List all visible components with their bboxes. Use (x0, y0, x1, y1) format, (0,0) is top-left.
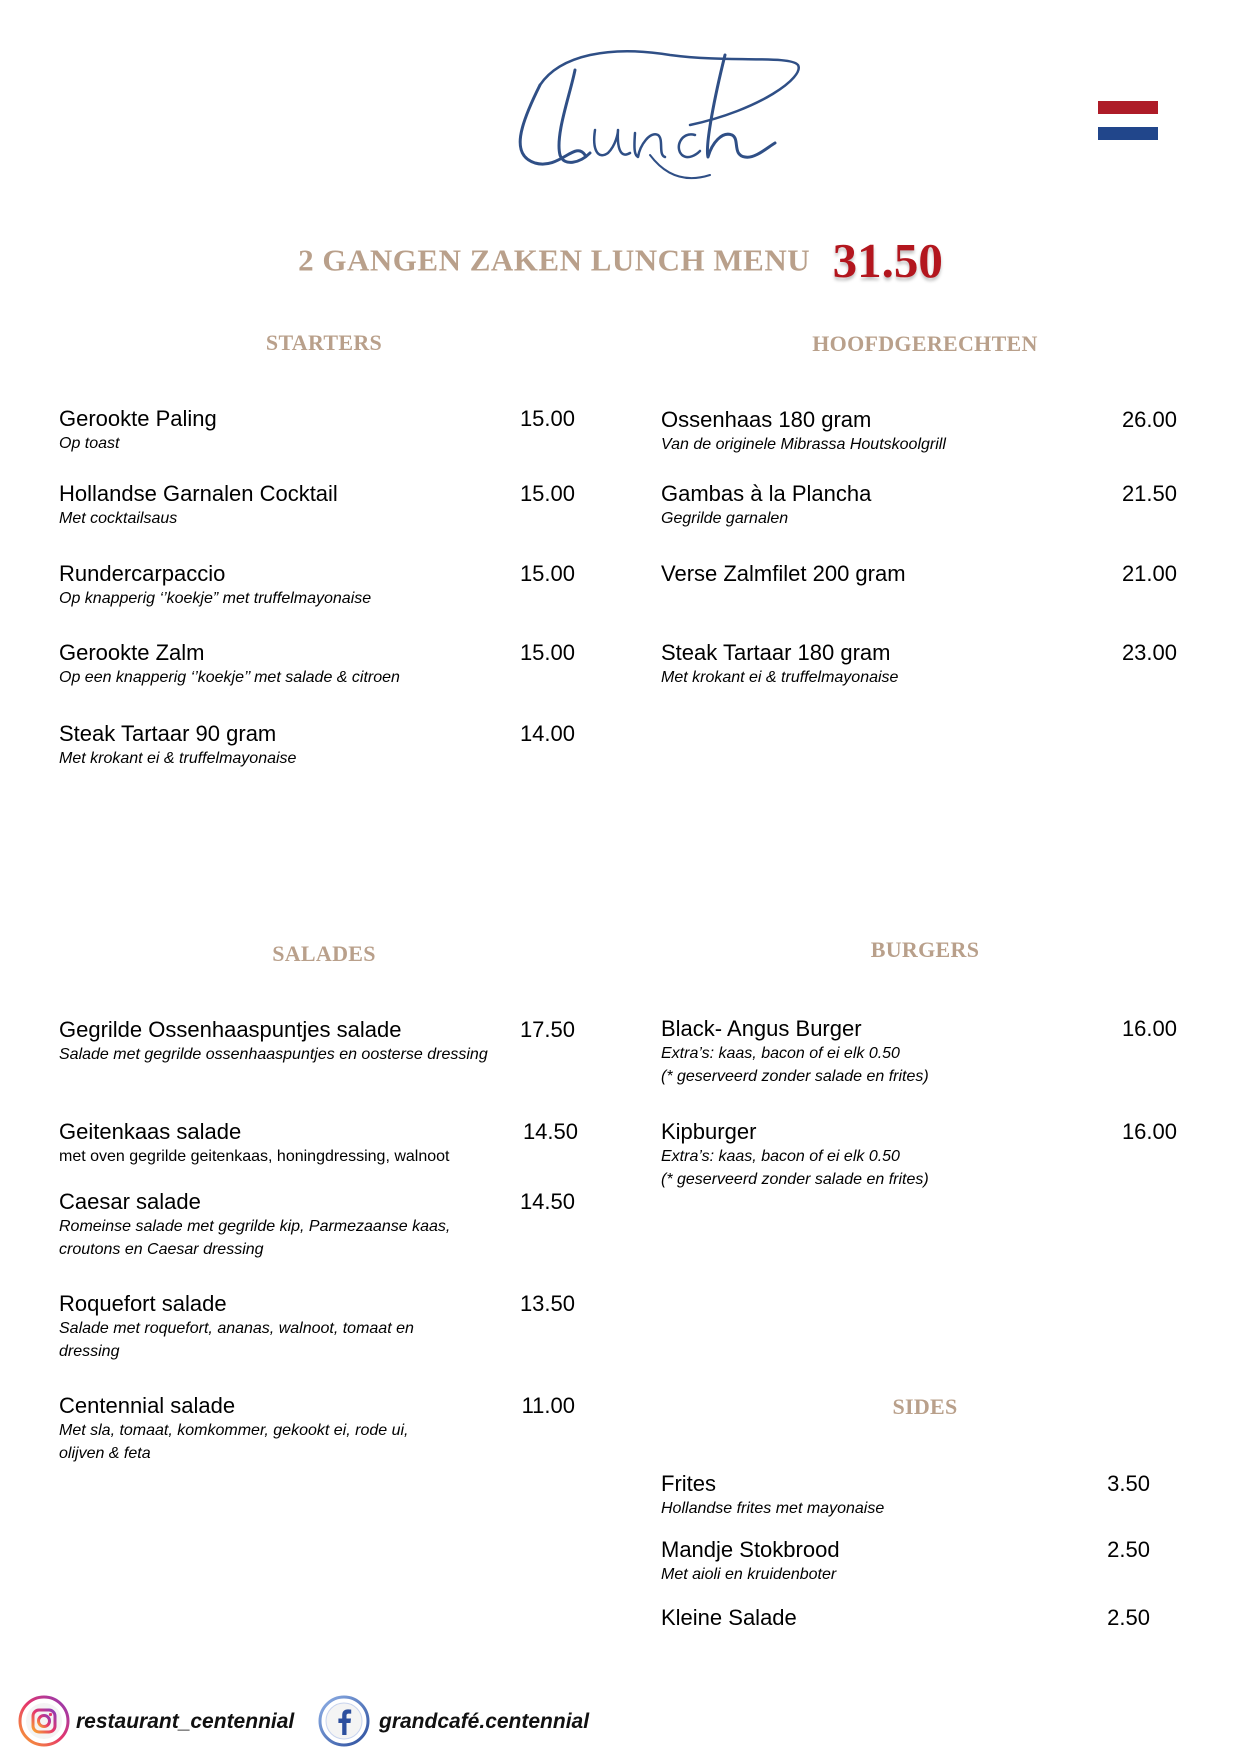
item-description-line-2: (* geserveerd zonder salade en frites) (661, 1068, 929, 1085)
item-price: 21.00 (1121, 561, 1177, 586)
item-description: Op een knapperig ‘’koekje’’ met salade & citroen (59, 669, 400, 686)
item-description: met oven gegrilde geitenkaas, honingdressing, walnoot (59, 1148, 450, 1165)
menu-item (661, 1119, 1177, 1191)
item-name: Geitenkaas salade (59, 1119, 242, 1144)
menu-item (59, 406, 575, 455)
item-price: 2.50 (1107, 1605, 1150, 1630)
flag-red-stripe (1098, 101, 1158, 114)
menu-item (59, 1017, 575, 1066)
menu-item (661, 1605, 1171, 1631)
menu-item (59, 1291, 575, 1363)
menu-item (661, 1016, 1177, 1088)
item-name: Ossenhaas 180 gram (661, 407, 872, 432)
item-description-line-1: Met sla, tomaat, komkommer, gekookt ei, rode ui, (59, 1422, 409, 1439)
item-name: Hollandse Garnalen Cocktail (59, 481, 338, 506)
item-description-line-1: Salade met roquefort, ananas, walnoot, tomaat en (59, 1320, 414, 1337)
item-price: 13.50 (519, 1291, 575, 1316)
menu-item (661, 407, 1177, 456)
logo-text: Lunch (658, 175, 662, 176)
menu-item (59, 721, 575, 770)
instagram-icon[interactable] (18, 1695, 70, 1747)
dutch-flag-icon[interactable] (1098, 101, 1158, 140)
item-description: Met aioli en kruidenboter (661, 1566, 837, 1583)
menu-item (59, 481, 575, 530)
item-description: Op toast (59, 435, 120, 452)
item-description: Van de originele Mibrassa Houtskoolgrill (661, 436, 946, 453)
item-name: Roquefort salade (59, 1291, 227, 1316)
item-price: 15.00 (519, 481, 575, 506)
item-name: Gerookte Zalm (59, 640, 205, 665)
facebook-icon[interactable] (318, 1695, 370, 1747)
menu-item (661, 1471, 1171, 1520)
section-title-starters: STARTERS (265, 330, 383, 355)
menu-item (59, 1119, 578, 1168)
item-name: Gerookte Paling (59, 406, 217, 431)
menu-item (59, 1393, 575, 1465)
item-name: Kleine Salade (661, 1605, 797, 1630)
item-name: Kipburger (661, 1119, 757, 1144)
item-description-line-2: croutons en Caesar dressing (59, 1241, 264, 1258)
item-name: Rundercarpaccio (59, 561, 226, 586)
item-description-line-2: olijven & feta (59, 1445, 151, 1462)
menu-item (661, 640, 1177, 689)
item-name: Steak Tartaar 180 gram (661, 640, 891, 665)
item-description: Met krokant ei & truffelmayonaise (661, 669, 899, 686)
menu-item (59, 1189, 575, 1261)
item-price: 11.00 (521, 1393, 575, 1418)
section-title-burgers: BURGERS (870, 937, 980, 962)
section-title-sides: SIDES (892, 1394, 958, 1419)
item-name: Gegrilde Ossenhaaspuntjes salade (59, 1017, 402, 1042)
item-price: 15.00 (519, 561, 575, 586)
item-description-line-1: Extra’s: kaas, bacon of ei elk 0.50 (661, 1045, 900, 1062)
item-name: Mandje Stokbrood (661, 1537, 840, 1562)
headline-price: 31.50 (832, 233, 943, 288)
section-title-hoofdgerechten: HOOFDGERECHTEN (812, 331, 1038, 356)
menu-item (661, 481, 1177, 530)
item-price: 26.00 (1121, 407, 1177, 432)
item-price: 14.50 (519, 1189, 575, 1214)
flag-blue-stripe (1098, 127, 1158, 140)
item-description: Gegrilde garnalen (661, 510, 789, 527)
item-name: Verse Zalmfilet 200 gram (661, 561, 906, 586)
item-name: Gambas à la Plancha (661, 481, 872, 506)
item-description: Salade met gegrilde ossenhaaspuntjes en oosterse dressing (59, 1046, 488, 1063)
item-price: 15.00 (519, 406, 575, 431)
item-description-line-1: Romeinse salade met gegrilde kip, Parmezaanse kaas, (59, 1218, 451, 1235)
flag-white-stripe (1098, 114, 1158, 127)
item-price: 16.00 (1121, 1016, 1177, 1041)
headline-text: 2 GANGEN ZAKEN LUNCH MENU (298, 242, 811, 278)
facebook-handle[interactable]: grandcafé.centennial (379, 1710, 590, 1733)
item-price: 14.50 (522, 1119, 578, 1144)
instagram-handle[interactable]: restaurant_centennial (76, 1710, 295, 1733)
menu-item (59, 640, 575, 689)
headline (0, 232, 1241, 289)
section-title-salades: SALADES (272, 941, 376, 966)
lunch-logo (500, 35, 820, 180)
item-description-line-2: dressing (59, 1343, 120, 1360)
item-description: Met cocktailsaus (59, 510, 178, 527)
item-name: Black- Angus Burger (661, 1016, 862, 1041)
item-description: Op knapperig ‘’koekje” met truffelmayonaise (59, 590, 372, 607)
item-price: 3.50 (1107, 1471, 1150, 1496)
item-name: Caesar salade (59, 1189, 201, 1214)
item-price: 14.00 (519, 721, 575, 746)
item-price: 17.50 (519, 1017, 575, 1042)
menu-item (661, 1537, 1171, 1586)
item-description: Met krokant ei & truffelmayonaise (59, 750, 297, 767)
item-price: 16.00 (1121, 1119, 1177, 1144)
item-description-line-1: Extra’s: kaas, bacon of ei elk 0.50 (661, 1148, 900, 1165)
menu-item (59, 561, 575, 610)
item-name: Frites (661, 1471, 716, 1496)
item-price: 2.50 (1107, 1537, 1150, 1562)
item-price: 21.50 (1121, 481, 1177, 506)
item-price: 23.00 (1121, 640, 1177, 665)
menu-item (661, 561, 1177, 587)
item-name: Centennial salade (59, 1393, 236, 1418)
item-price: 15.00 (519, 640, 575, 665)
item-description: Hollandse frites met mayonaise (661, 1500, 885, 1517)
item-description-line-2: (* geserveerd zonder salade en frites) (661, 1171, 929, 1188)
item-name: Steak Tartaar 90 gram (59, 721, 277, 746)
